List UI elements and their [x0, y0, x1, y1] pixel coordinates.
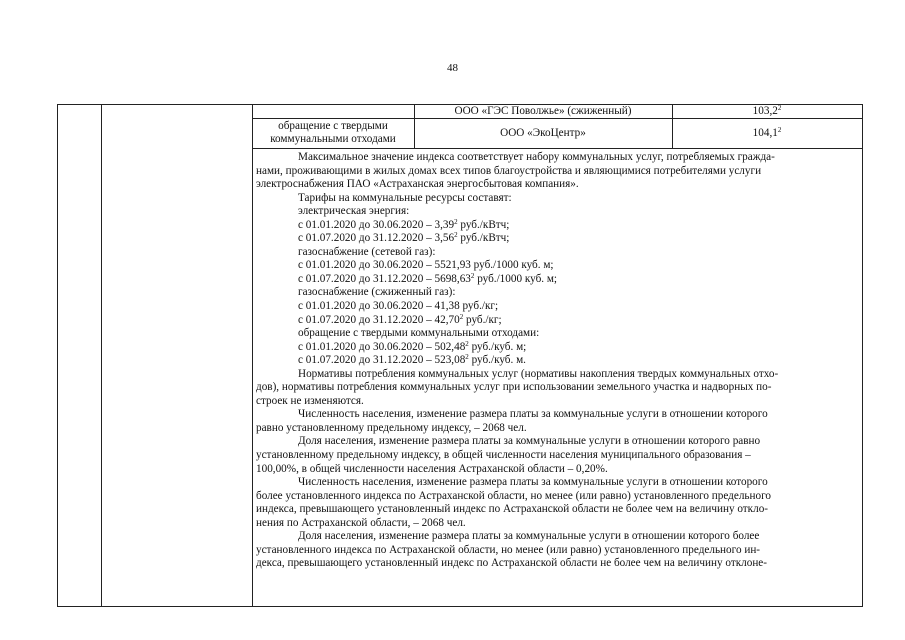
tariff-electricity-h1: [256, 219, 858, 233]
tariffs-heading: Тарифы на коммунальные ресурсы составят:: [298, 191, 512, 204]
tariff-lgas-label: газоснабжение (сжиженный газ):: [298, 286, 456, 299]
tariff-electricity-h2-sup: 2: [454, 231, 458, 240]
paragraph-share-l3: 100,00%, в общей численности населения Астраханской области – 0,20%.: [256, 462, 608, 475]
row1-value: [672, 105, 862, 117]
row1-value-text: 103,2: [752, 105, 778, 117]
paragraph-max-index-l2: нами, проживающими в жилых домах всех типов благоустройства и являющимися потребителями услуги: [256, 164, 762, 177]
paragraph-population-above-l4: нения по Астраханской области, – 2068 чел.: [256, 516, 466, 529]
tariff-lgas-h2-sup: 2: [459, 312, 464, 321]
row1-provider-text: ООО «ГЭС Поволжье» (сжиженный): [454, 105, 632, 117]
row2-value-sup: 2: [777, 126, 782, 134]
tariff-waste-h2: [256, 354, 858, 368]
tariff-waste-h1-sup: 2: [465, 339, 469, 348]
row2-value: [672, 127, 862, 139]
tariff-electricity-h2-unit: руб./кВтч;: [457, 232, 510, 245]
row2-provider-text: ООО «ЭкоЦентр»: [500, 127, 586, 139]
tariff-waste-h1-unit: руб./куб. м;: [468, 340, 527, 353]
tariff-electricity-h2: [256, 232, 858, 246]
tariff-waste-h1: [256, 341, 858, 355]
tariff-lgas-h2-text: с 01.07.2020 до 31.12.2020 – 42,70: [298, 313, 460, 326]
page-number: 48: [447, 62, 458, 74]
document-body: [256, 151, 858, 571]
row2-service-line2: коммунальными отходами: [270, 132, 396, 145]
tariff-gas-h2: [256, 273, 858, 287]
tariff-electricity-h1-unit: руб./кВтч;: [457, 218, 510, 231]
tariff-waste-label: обращение с твердыми коммунальными отходами:: [298, 327, 540, 340]
row2-service-line1: обращение с твердыми: [278, 120, 388, 132]
tariff-lgas-h2-unit: руб./кг;: [463, 313, 502, 326]
row1-value-sup: 2: [777, 104, 782, 112]
tariff-gas-h2-text: с 01.07.2020 до 31.12.2020 – 5698,63: [298, 272, 471, 285]
paragraph-population-l2: равно установленному предельному индексу, – 2068 чел.: [256, 421, 527, 434]
tariff-electricity-h2-text: с 01.07.2020 до 31.12.2020 – 3,56: [298, 232, 455, 245]
paragraph-population-above-l2: более установленного индекса по Астраханской области, но менее (или равно) установленного предельного: [256, 489, 771, 502]
paragraph-norms-l1: Нормативы потребления коммунальных услуг (нормативы накопления твердых коммунальных отхо-: [298, 367, 779, 380]
tariff-waste-h2-sup: 2: [465, 353, 469, 362]
tariff-electricity-h1-sup: 2: [454, 217, 458, 226]
tariff-lgas-h1: с 01.01.2020 до 30.06.2020 – 41,38 руб./кг;: [298, 300, 499, 313]
row1-provider: [414, 105, 672, 117]
paragraph-norms-l3: строек не изменяются.: [256, 394, 364, 407]
paragraph-share-above-l1: Доля населения, изменение размера платы за коммунальные услуги в отношении которого более: [298, 530, 760, 543]
row2-provider: [414, 127, 672, 139]
tariff-waste-h2-unit: руб./куб. м.: [468, 354, 526, 367]
tariff-gas-h2-unit: руб./1000 куб. м;: [474, 272, 558, 285]
row2-value-text: 104,1: [752, 127, 778, 139]
paragraph-max-index-l1: Максимальное значение индекса соответствует набору коммунальных услуг, потребляемых гражда-: [298, 151, 775, 163]
paragraph-share-above-l3: декса, превышающего установленный индекс по Астраханской области не более чем на величину отклоне-: [256, 557, 767, 570]
tariff-electricity-label: электрическая энергия:: [298, 205, 410, 218]
tariff-gas-label: газоснабжение (сетевой газ):: [298, 245, 436, 258]
tariff-lgas-h2: [256, 314, 858, 328]
paragraph-population-l1: Численность населения, изменение размера платы за коммунальные услуги в отношении которого: [298, 408, 768, 421]
tariff-gas-h2-sup: 2: [470, 271, 475, 280]
paragraph-max-index-l3: электроснабжения ПАО «Астраханская энергосбытовая компания».: [256, 178, 579, 191]
paragraph-population-above-l3: индекса, превышающего установленный индекс по Астраханской области не более чем на величину откло-: [256, 503, 769, 516]
paragraph-share-l2: установленному предельному индексу, в общей численности населения муниципального образования –: [256, 449, 751, 462]
tariff-waste-h2-text: с 01.07.2020 до 31.12.2020 – 523,08: [298, 354, 466, 367]
paragraph-population-above-l1: Численность населения, изменение размера платы за коммунальные услуги в отношении которого: [298, 476, 768, 489]
tariff-waste-h1-text: с 01.01.2020 до 30.06.2020 – 502,48: [298, 340, 466, 353]
tariff-gas-h1: с 01.01.2020 до 30.06.2020 – 5521,93 руб./1000 куб. м;: [298, 259, 554, 272]
paragraph-share-above-l2: установленного индекса по Астраханской области, но менее (или равно) установленного предельного ин-: [256, 543, 761, 556]
paragraph-norms-l2: дов), нормативы потребления коммунальных услуг при использовании земельного участка и надворных по-: [256, 381, 772, 394]
tariff-electricity-h1-text: с 01.01.2020 до 30.06.2020 – 3,39: [298, 218, 455, 231]
paragraph-share-l1: Доля населения, изменение размера платы за коммунальные услуги в отношении которого равно: [298, 435, 761, 448]
row2-service: [252, 120, 414, 145]
